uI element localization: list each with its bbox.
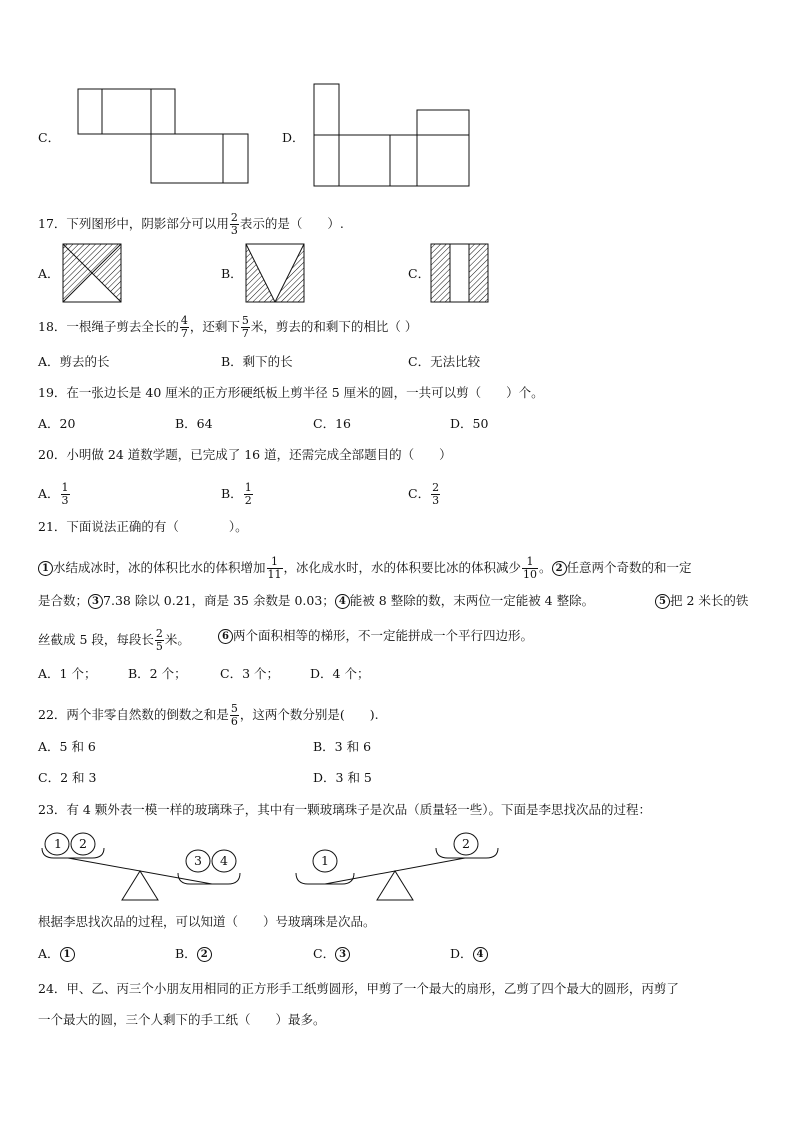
q17-number: 17．: [38, 216, 67, 231]
q23-option-b: [175, 946, 212, 962]
q22-text-1: 22．两个非零自然数的倒数之和是: [38, 707, 229, 722]
q21-statement-5-text-c: 米。: [164, 632, 190, 647]
q21-statement-3-marker: 3: [88, 594, 103, 609]
q21-statement-1-text-b: ，冰化成水时，水的体积要比冰的体积减少: [283, 560, 522, 575]
q21-statement-6-marker: 6: [218, 629, 233, 644]
q16-option-d-label: D．: [282, 130, 305, 145]
q18-text-3: 米，剪去的和剩下的相比（ ）: [250, 319, 418, 334]
q23-ball-1-label: 1: [54, 836, 62, 851]
q18-fraction-2-denominator: 7: [241, 327, 249, 340]
q24-question-line-2: 一个最大的圆，三个人剩下的手工纸（ ）最多。: [38, 1012, 326, 1027]
q21-question: 21．下面说法正确的有（ ）。: [38, 519, 248, 534]
q23-ball-5-label: 1: [321, 853, 329, 868]
q21-statement-1-text-c: 。: [539, 560, 552, 575]
q21-s5-f-denominator: 5: [155, 640, 163, 653]
q20-option-a-label: A．: [38, 486, 60, 501]
q17-fraction-numerator: 2: [230, 211, 238, 224]
q20-option-b-denominator: 2: [244, 494, 252, 507]
q20-question: 20．小明做 24 道数学题，已完成了 16 道，还需完成全部题目的（ ）: [38, 447, 452, 462]
q21-statement-4-marker: 4: [335, 594, 350, 609]
q21-statement-5-text-b: 丝截成 5 段，每段长: [38, 632, 154, 647]
q23-option-d: [450, 946, 488, 962]
q23-option-c-label: C．: [313, 946, 336, 961]
q21-statement-3-text: 7.38 除以 0.21，商是 35 余数是 0.03；: [103, 593, 335, 608]
q21-option-c: C．3 个；: [220, 666, 279, 681]
q20-option-b-numerator: 1: [244, 481, 252, 494]
q22-option-c: C．2 和 3: [38, 770, 97, 785]
q20-option-c-denominator: 3: [432, 494, 440, 507]
q18-fraction-2-numerator: 5: [241, 314, 249, 327]
q23-ball-6-label: 2: [462, 836, 470, 851]
q23-ball-4-label: 4: [220, 853, 228, 868]
q17-option-b-label: B．: [221, 266, 243, 281]
q17-fraction-denominator: 3: [230, 224, 238, 237]
q17-text-after: 表示的是（ ）.: [239, 216, 344, 231]
q17-text-before: 下列图形中，阴影部分可以用: [66, 216, 229, 231]
q23-ball-2-label: 2: [79, 836, 87, 851]
q23-question: 23．有 4 颗外表一模一样的玻璃珠子，其中有一颗玻璃珠子是次品（质量轻一些）。下面是李思找次品的过程：: [38, 802, 652, 817]
q20-option-c-label: C．: [408, 486, 431, 501]
q19-option-a: A．20: [38, 416, 76, 431]
q17-option-c-label: C．: [408, 266, 431, 281]
q18-text-2: ，还剩下: [189, 319, 240, 334]
q23-follow-up: 根据李思找次品的过程，可以知道（ ）号玻璃珠是次品。: [38, 914, 376, 929]
q21-option-d: D．4 个；: [310, 666, 370, 681]
q20-option-a-numerator: 1: [61, 481, 69, 494]
q21-statement-4-text: 能被 8 整除的数，末两位一定能被 4 整除。: [349, 593, 595, 608]
q18-option-c: C．无法比较: [408, 354, 481, 369]
q19-option-d: D．50: [450, 416, 489, 431]
q22-option-d: D．3 和 5: [313, 770, 372, 785]
q23-option-c-marker: 3: [335, 947, 350, 962]
q21-s1-f2-denominator: 10: [523, 568, 538, 581]
q23-option-a: [38, 946, 75, 962]
q23-option-d-marker: 4: [473, 947, 488, 962]
q23-option-d-label: D．: [450, 946, 473, 961]
q19-option-b: B．64: [175, 416, 213, 431]
q21-statement-1-text-a: 水结成冰时，冰的体积比水的体积增加: [53, 560, 266, 575]
q21-s1-f1-numerator: 1: [267, 556, 283, 569]
q23-ball-3-label: 3: [194, 853, 202, 868]
q18-text-1: 18．一根绳子剪去全长的: [38, 319, 179, 334]
q21-option-a: A．1 个；: [38, 666, 97, 681]
q19-option-c: C．16: [313, 416, 351, 431]
q19-question: 19．在一张边长是 40 厘米的正方形硬纸板上剪半径 5 厘米的圆，一共可以剪（ ）个。: [38, 385, 544, 400]
q21-option-b: B．2 个；: [128, 666, 187, 681]
q22-option-b: B．3 和 6: [313, 739, 372, 754]
q22-fraction-denominator: 6: [230, 715, 238, 728]
q21-statement-1-marker: 1: [38, 561, 53, 576]
q21-s1-f2-numerator: 1: [522, 556, 538, 569]
q18-fraction-1-numerator: 4: [180, 314, 188, 327]
q16-option-c-label: C．: [38, 130, 61, 145]
q22-text-2: ，这两个数分别是( ).: [239, 707, 379, 722]
q21-s5-f-numerator: 2: [155, 627, 163, 640]
q22-option-a: A．5 和 6: [38, 739, 96, 754]
q21-s1-f1-denominator: 11: [267, 568, 282, 581]
q23-option-a-marker: 1: [60, 947, 75, 962]
q22-fraction-numerator: 5: [230, 702, 238, 715]
q23-option-b-marker: 2: [197, 947, 212, 962]
q18-option-b: B．剩下的长: [221, 354, 293, 369]
q24-question-line-1: 24．甲、乙、丙三个小朋友用相同的正方形手工纸剪圆形，甲剪了一个最大的扇形，乙剪了四个最大的圆形，丙剪了: [38, 981, 679, 996]
q21-statement-2-text-b: 是合数；: [38, 593, 89, 608]
q23-option-b-label: B．: [175, 946, 197, 961]
q21-statement-2-text-a: 任意两个奇数的和一定: [566, 560, 692, 575]
q18-option-a: A．剪去的长: [38, 354, 110, 369]
q18-fraction-1-denominator: 7: [180, 327, 188, 340]
q20-option-a-denominator: 3: [61, 494, 69, 507]
q17-option-a-label: A．: [38, 266, 60, 281]
q21-statement-2-marker: 2: [552, 561, 567, 576]
q20-option-c-numerator: 2: [432, 481, 440, 494]
q21-statement-6-text: 两个面积相等的梯形，不一定能拼成一个平行四边形。: [233, 628, 534, 643]
q23-option-c: [313, 946, 350, 962]
q20-option-b-label: B．: [221, 486, 243, 501]
q21-statement-5-text-a: 把 2 米长的铁: [670, 593, 749, 608]
q21-statement-5-marker: 5: [655, 594, 670, 609]
q23-option-a-label: A．: [38, 946, 60, 961]
